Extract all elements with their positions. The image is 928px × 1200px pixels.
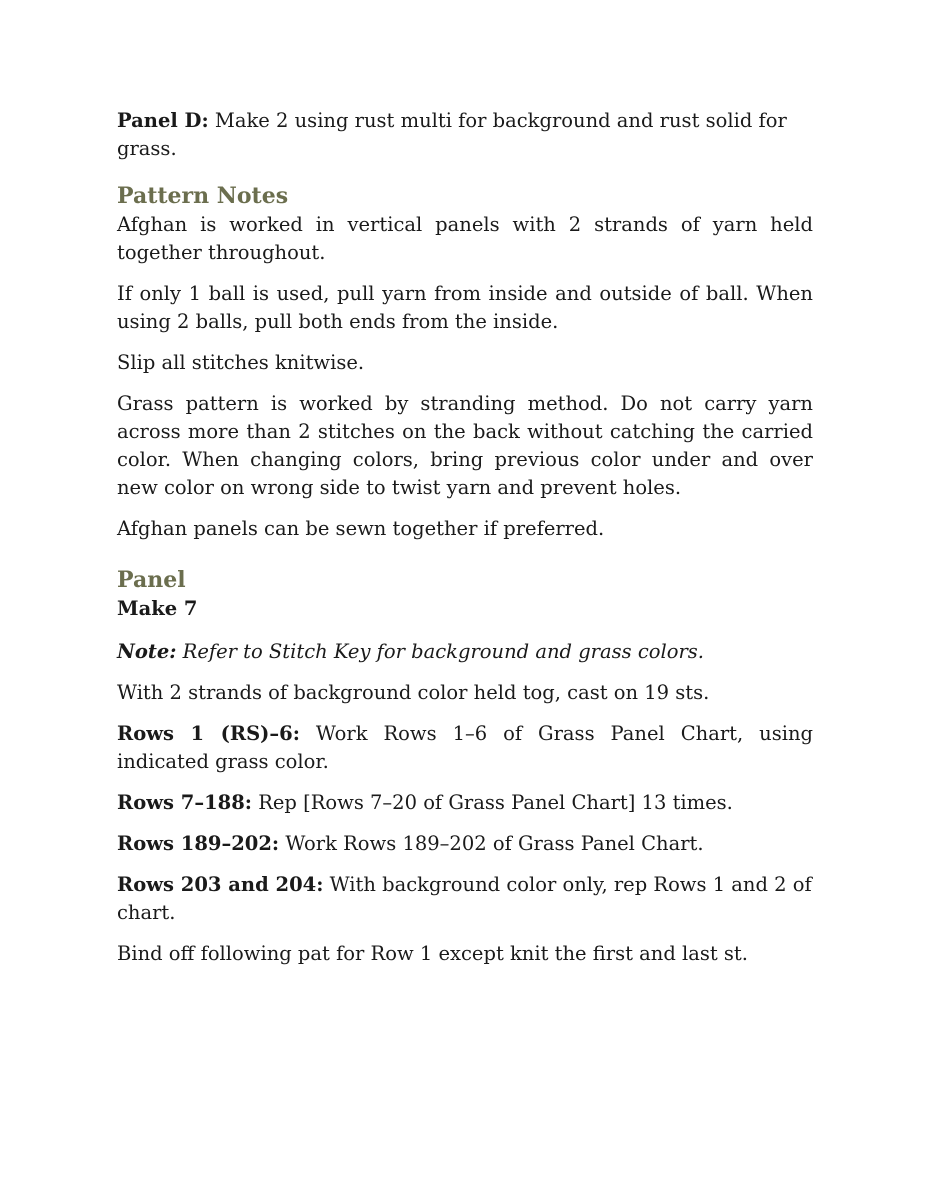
row-label: Rows 7–188:: [117, 791, 252, 814]
note-paragraph-2: If only 1 ball is used, pull yarn from inside and outside of ball. When using 2 balls, pull both ends from the inside.: [117, 282, 813, 333]
panel-heading: Panel: [117, 567, 186, 593]
note-paragraph-1: Afghan is worked in vertical panels with 2 strands of yarn held together throughout.: [117, 213, 813, 264]
bind-off-instruction: Bind off following pat for Row 1 except knit the first and last st.: [117, 942, 748, 965]
row-text: Work Rows 1–6 of Grass Panel Chart, using indicated grass color.: [117, 722, 813, 773]
panel-d-text: Make 2 using rust multi for background and rust solid for grass.: [117, 109, 787, 160]
row-text: With background color only, rep Rows 1 and 2 of chart.: [117, 873, 812, 924]
row-label: Rows 203 and 204:: [117, 873, 324, 896]
row-instruction: [117, 720, 813, 776]
note-paragraph-5: Afghan panels can be sewn together if preferred.: [117, 517, 605, 540]
row-instruction: [117, 830, 813, 858]
stitch-key-note: [117, 638, 813, 666]
row-label: Rows 1 (RS)–6:: [117, 722, 300, 745]
panel-d-line: [117, 107, 813, 163]
row-instruction: [117, 871, 813, 927]
note-text: Refer to Stitch Key for background and grass colors.: [176, 640, 705, 663]
row-text: Work Rows 189–202 of Grass Panel Chart.: [279, 832, 704, 855]
pattern-notes-heading: Pattern Notes: [117, 183, 289, 209]
note-paragraph-3: Slip all stitches knitwise.: [117, 351, 365, 374]
row-text: Rep [Rows 7–20 of Grass Panel Chart] 13 times.: [252, 791, 733, 814]
row-instruction: [117, 789, 813, 817]
document-page: [117, 107, 813, 981]
note-paragraph-4: Grass pattern is worked by stranding method. Do not carry yarn across more than 2 stitches on the back without catching the carried color. When changing colors, bring previous color under and over new color on wrong side to twist yarn and prevent holes.: [117, 392, 813, 499]
note-label: Note:: [117, 640, 177, 663]
cast-on-instruction: With 2 strands of background color held tog, cast on 19 sts.: [117, 681, 710, 704]
row-label: Rows 189–202:: [117, 832, 280, 855]
make-count: Make 7: [117, 597, 198, 620]
panel-d-label: Panel D:: [117, 109, 209, 132]
